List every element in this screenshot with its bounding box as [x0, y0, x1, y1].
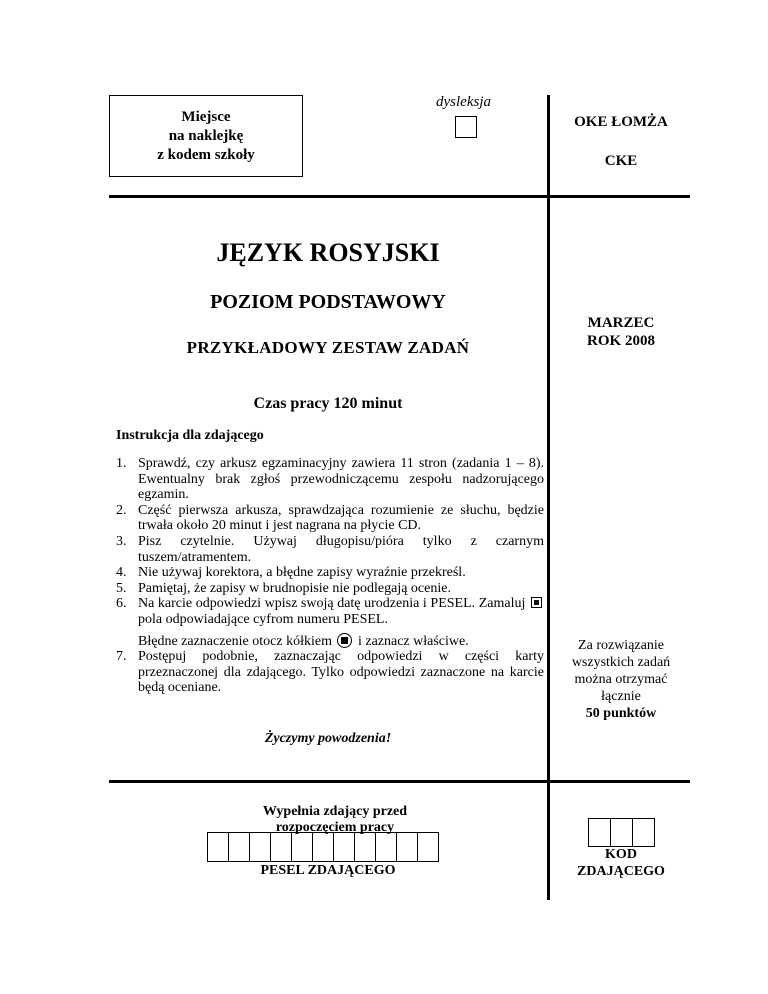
set-title: PRZYKŁADOWY ZESTAW ZADAŃ: [186, 338, 470, 357]
instruction-item: 5. Pamiętaj, że zapisy w brudnopisie nie podlegają ocenie.: [116, 580, 451, 596]
kod-label: KOD ZDAJĄCEGO: [577, 847, 665, 879]
filled-square-icon: [531, 597, 542, 608]
instructions-list: [116, 456, 544, 696]
instruction-item: 1. Sprawdź, czy arkusz egzaminacyjny zawiera 11 stron (zadania 1 – 8). Ewentualny brak zgłoś przewodniczącemu zespołu nadzorującego egzamin.: [116, 456, 544, 503]
time-label: Czas pracy 120 minut: [253, 395, 403, 412]
kod-input-boxes[interactable]: [589, 818, 655, 847]
instruction-item: 3. Pisz czytelnie. Używaj długopisu/pióra tylko z czarnym tuszem/atramentem.: [116, 533, 544, 565]
good-luck-text: Życzymy powodzenia!: [264, 731, 392, 746]
instruction-item: 7. Postępuj podobnie, zaznaczając odpowiedzi w części karty przeznaczonej dla zdającego. Tylko odpowiedzi zaznaczone na karcie będą oceniane.: [116, 649, 544, 696]
cke-label: CKE: [604, 153, 638, 169]
circled-square-icon: [337, 633, 352, 648]
points-info: Za rozwiązanie wszystkich zadań można otrzymać łącznie 50 punktów: [571, 638, 671, 721]
instruction-item: 4. Nie używaj korektora, a błędne zapisy wyraźnie przekreśl.: [116, 565, 466, 581]
dysleksja-label: dysleksja: [436, 94, 491, 110]
pesel-label: PESEL ZDAJĄCEGO: [260, 863, 396, 878]
instruction-item: 2. Część pierwsza arkusza, sprawdzająca rozumienie ze słuchu, będzie trwała około 20 minut i jest nagrana na płycie CD.: [116, 502, 544, 534]
dysleksja-checkbox[interactable]: [455, 116, 477, 138]
instruction-item: 6. Na karcie odpowiedzi wpisz swoją datę urodzenia i PESEL. Zamaluj pola odpowiadające cyfrom numeru PESEL. Błędne zaznaczenie otocz kółkiem i zaznacz właściwe.: [116, 596, 544, 649]
level-title: POZIOM PODSTAWOWY: [210, 291, 446, 313]
oke-label: OKE ŁOMŻA: [574, 114, 668, 130]
sticker-placeholder-box: [109, 95, 303, 177]
exam-year: ROK 2008: [587, 333, 655, 349]
pesel-input-boxes[interactable]: [208, 832, 439, 862]
instructions-heading: Instrukcja dla zdającego: [116, 428, 264, 443]
pesel-heading: Wypełnia zdający przed rozpoczęciem pracy: [262, 804, 408, 835]
sticker-line-2: na naklejkę: [168, 127, 244, 144]
exam-month: MARZEC: [587, 315, 655, 331]
sticker-line-1: Miejsce: [181, 108, 231, 125]
sticker-line-3: z kodem szkoły: [157, 146, 255, 163]
bottom-divider: [109, 780, 690, 783]
top-divider: [109, 195, 690, 198]
subject-title: JĘZYK ROSYJSKI: [216, 238, 440, 267]
exam-date: [550, 314, 692, 350]
